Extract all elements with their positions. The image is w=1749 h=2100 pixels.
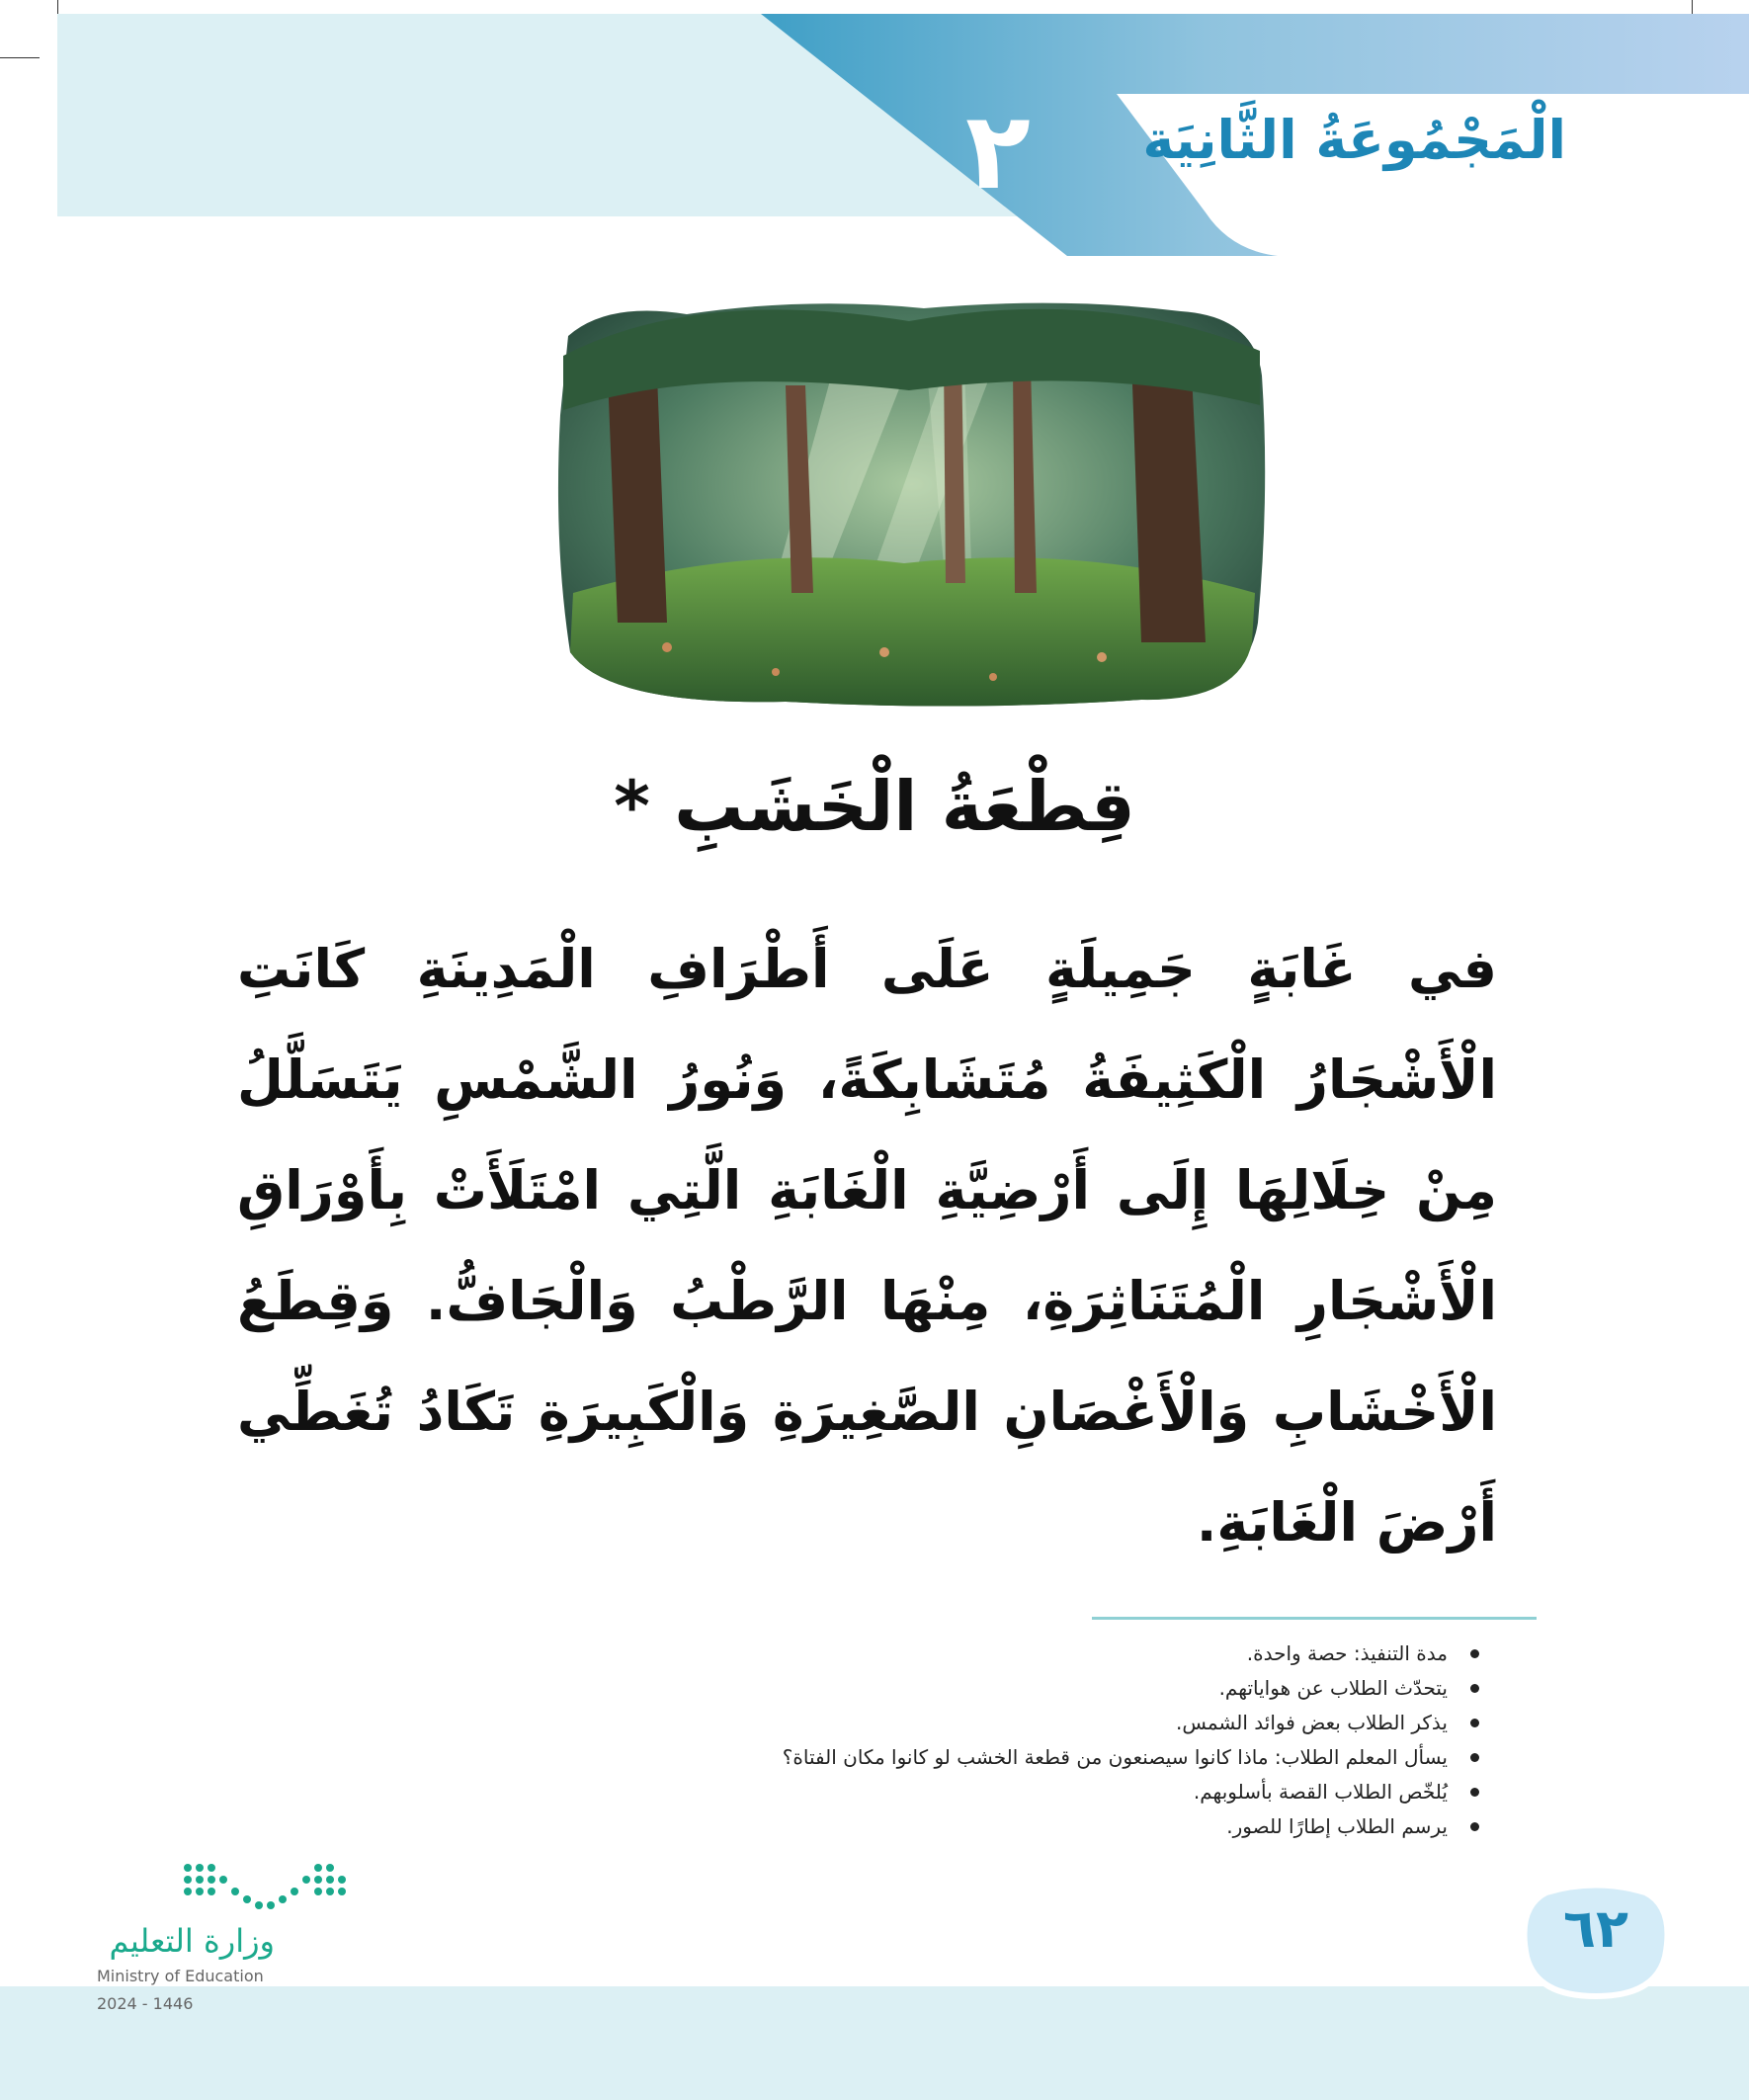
note-item: يذكر الطلاب بعض فوائد الشمس.	[598, 1706, 1487, 1740]
note-item: يُلخّص الطلاب القصة بأسلوبهم.	[598, 1775, 1487, 1809]
bullet-icon	[1470, 1719, 1479, 1727]
footer-band	[0, 1986, 1749, 2100]
forest-illustration	[548, 296, 1270, 712]
ministry-logo-arabic: وزارة التعليم	[109, 1922, 275, 1960]
page-number: ٦٢	[1563, 1897, 1628, 1960]
bullet-icon	[1470, 1684, 1479, 1693]
notes-divider	[1092, 1617, 1537, 1620]
ministry-logo-english: Ministry of Education	[97, 1967, 264, 1985]
teacher-notes	[598, 1637, 1487, 1844]
bullet-icon	[1470, 1822, 1479, 1831]
note-item: مدة التنفيذ: حصة واحدة.	[598, 1637, 1487, 1671]
ministry-logo-icon	[178, 1858, 356, 1917]
group-number: ٢	[965, 90, 1031, 213]
note-item: يرسم الطلاب إطارًا للصور.	[598, 1809, 1487, 1844]
story-paragraph: في غَابَةٍ جَمِيلَةٍ عَلَى أَطْرَافِ الْمَدِينَةِ كَانَتِ الْأَشْجَارُ الْكَثِيفَةُ مُتَشَابِكَةً، وَنُورُ الشَّمْسِ يَتَسَلَّلُ مِنْ خِلَالِهَا إِلَى أَرْضِيَّةِ الْغَابَةِ الَّتِي امْتَلَأَتْ بِأَوْرَاقِ الْأَشْجَارِ الْمُتَنَاثِرَةِ، مِنْهَا الرَّطْبُ وَالْجَافُّ. وَقِطَعُ الْأَخْشَابِ وَالْأَغْصَانِ الصَّغِيرَةِ وَالْكَبِيرَةِ تَكَادُ تُغَطِّي أَرْضَ الْغَابَةِ.	[237, 938, 1497, 1554]
bullet-icon	[1470, 1753, 1479, 1762]
edition-year: 2024 - 1446	[97, 1994, 194, 2013]
bullet-icon	[1470, 1649, 1479, 1658]
note-item: يتحدّث الطلاب عن هواياتهم.	[598, 1671, 1487, 1706]
bullet-icon	[1470, 1788, 1479, 1797]
note-item: يسأل المعلم الطلاب: ماذا كانوا سيصنعون من قطعة الخشب لو كانوا مكان الفتاة؟	[598, 1740, 1487, 1775]
group-title: الْمَجْمُوعَةُ الثَّانِيَة	[1142, 109, 1566, 171]
story-title: قِطْعَةُ الْخَشَبِ *	[614, 766, 1135, 847]
